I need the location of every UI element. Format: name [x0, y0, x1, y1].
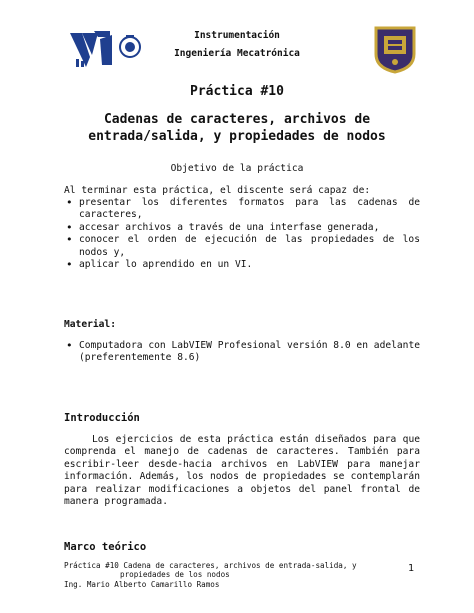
material-heading: Material: [64, 319, 116, 330]
practice-title-line1: Cadenas de caracteres, archivos de [103, 112, 371, 127]
program-name: Ingeniería Mecatrónica [174, 48, 300, 59]
introduction-paragraph: Los ejercicios de esta práctica están diseñados para que comprenda el manejo de cadenas de caracteres. También para escribir-leer desde-hacia archivos en LabVIEW para manejar información. Además, los nodos de propiedades se contemplarán para realizar modificaciones a objetos del panel frontal de manera programada. [64, 434, 420, 508]
theory-heading: Marco teórico [64, 541, 147, 553]
course-name: Instrumentación [194, 30, 280, 41]
list-item: • accesar archivos a través de una interfase generada, [64, 222, 420, 234]
list-item: • aplicar lo aprendido en un VI. [64, 259, 420, 271]
practice-title-line2: entrada/salida, y propiedades de nodos [88, 129, 386, 144]
introduction-heading: Introducción [64, 412, 140, 424]
page-number: 1 [408, 563, 415, 574]
list-item: • presentar los diferentes formatos para las cadenas de caracteres, [64, 197, 420, 222]
material-list [64, 340, 420, 365]
practice-number: Práctica #10 [190, 84, 284, 99]
objective-intro: Al terminar esta práctica, el discente será capaz de: [64, 185, 371, 196]
objective-list [64, 197, 420, 271]
list-item: • Computadora con LabVIEW Profesional versión 8.0 en adelante (preferentemente 8.6) [64, 340, 420, 365]
objective-heading: Objetivo de la práctica [170, 163, 304, 174]
list-item: • conocer el orden de ejecución de las propiedades de los nodos y, [64, 234, 420, 259]
footer-line3: Ing. Mario Alberto Camarillo Ramos [64, 579, 220, 589]
footer-line2: propiedades de los nodos [120, 570, 230, 580]
footer-line1: Práctica #10 Cadena de caracteres, archivos de entrada-salida, y [64, 561, 357, 570]
footer [64, 561, 374, 589]
